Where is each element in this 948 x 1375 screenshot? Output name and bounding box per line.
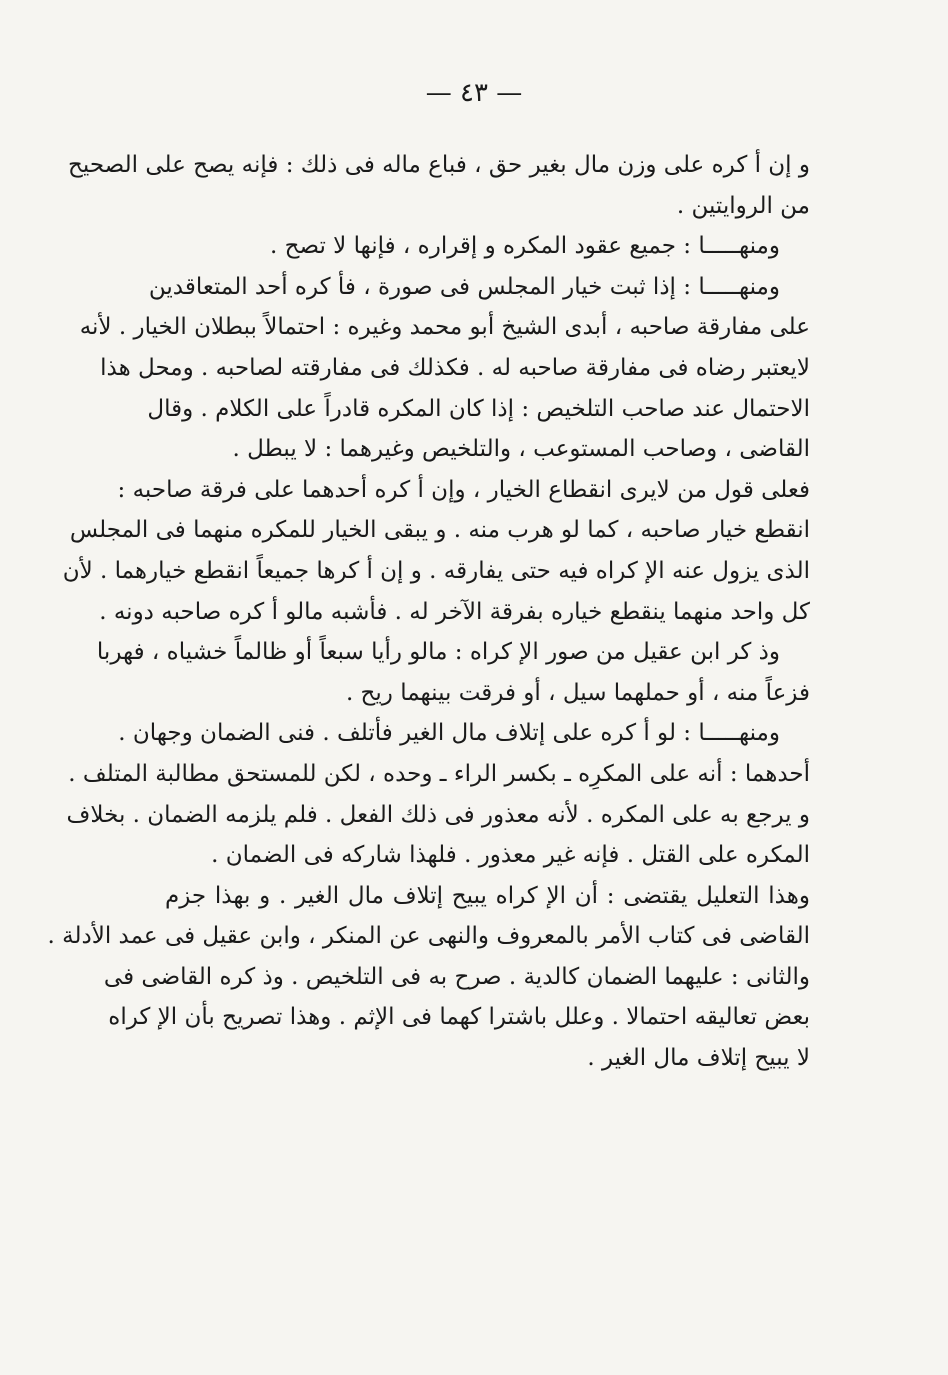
text-line: الذى يزول عنه الإ كراه فيه حتى يفارقه . و إن أ كرها جميعاً انقطع خيارهما . لأن (62, 557, 810, 584)
text-line: من الروايتين . (676, 192, 810, 219)
text-line: و إن أ كره على وزن مال بغير حق ، فباع ماله فى ذلك : فإنه يصح على الصحيح (68, 152, 810, 178)
text-line: و يرجع به على المكره . لأنه معذور فى ذلك الفعل . فلم يلزمه الضمان . بخلاف (66, 801, 810, 828)
text-line: لا يبيح إتلاف مال الغير . (587, 1045, 810, 1072)
text-line: كل واحد منهما ينقطع خياره بفرقة الآخر له . فأشبه مالو أ كره صاحبه دونه . (99, 598, 810, 625)
text-line: فزعاً منه ، أو حملهما سيل ، أو فرقت بينهما ريح . (345, 679, 810, 706)
text-line: ومنهـــــا : لو أ كره على إتلاف مال الغير فأتلف . فنى الضمان وجهان . (118, 720, 780, 747)
text-line: انقطع خيار صاحبه ، كما لو هرب منه . و يبقى الخيار للمكره منهما فى المجلس (69, 517, 810, 544)
page-number: — ٤٣ — (425, 78, 523, 108)
text-line: ومنهـــــا : جميع عقود المكره و إقراره ، فإنها لا تصح . (270, 233, 780, 260)
text-line: المكره على القتل . فإنه غير معذور . فلهذا شاركه فى الضمان . (211, 842, 810, 869)
text-line: وهذا التعليل يقتضى : أن الإ كراه يبيح إتلاف مال الغير . و بهذا جزم (165, 882, 810, 909)
body-text (47, 145, 810, 1079)
text-line: القاضى فى كتاب الأمر بالمعروف والنهى عن المنكر ، وابن عقيل فى عمد الأدلة . (47, 923, 810, 950)
text-line: فعلى قول من لايرى انقطاع الخيار ، وإن أ كره أحدهما على فرقة صاحبه : (117, 476, 810, 503)
text-line: على مفارقة صاحبه ، أبدى الشيخ أبو محمد وغيره : احتمالاً ببطلان الخيار . لأنه (79, 314, 810, 341)
text-line: لايعتبر رضاه فى مفارقة صاحبه له . فكذلك فى مفارقته لصاحبه . ومحل هذا (100, 354, 810, 381)
text-line: والثانى : عليهما الضمان كالدية . صرح به فى التلخيص . وذ كره القاضى فى (103, 963, 810, 990)
text-line: الاحتمال عند صاحب التلخيص : إذا كان المكره قادراً على الكلام . وقال (147, 395, 810, 422)
text-line: القاضى ، وصاحب المستوعب ، والتلخيص وغيرهما : لا يبطل . (232, 436, 810, 463)
text-line: ومنهـــــا : إذا ثبت خيار المجلس فى صورة ، فأ كره أحد المتعاقدين (148, 273, 780, 300)
text-line: أحدهما : أنه على المكرِه ـ بكسر الراء ـ وحده ، لكن للمستحق مطالبة المتلف . (68, 760, 810, 787)
text-line: وذ كر ابن عقيل من صور الإ كراه : مالو رأيا سبعاً أو ظالماً خشياه ، فهربا (96, 639, 780, 666)
text-line: بعض تعاليقه احتمالا . وعلل باشترا كهما فى الإثم . وهذا تصريح بأن الإ كراه (108, 1004, 810, 1031)
